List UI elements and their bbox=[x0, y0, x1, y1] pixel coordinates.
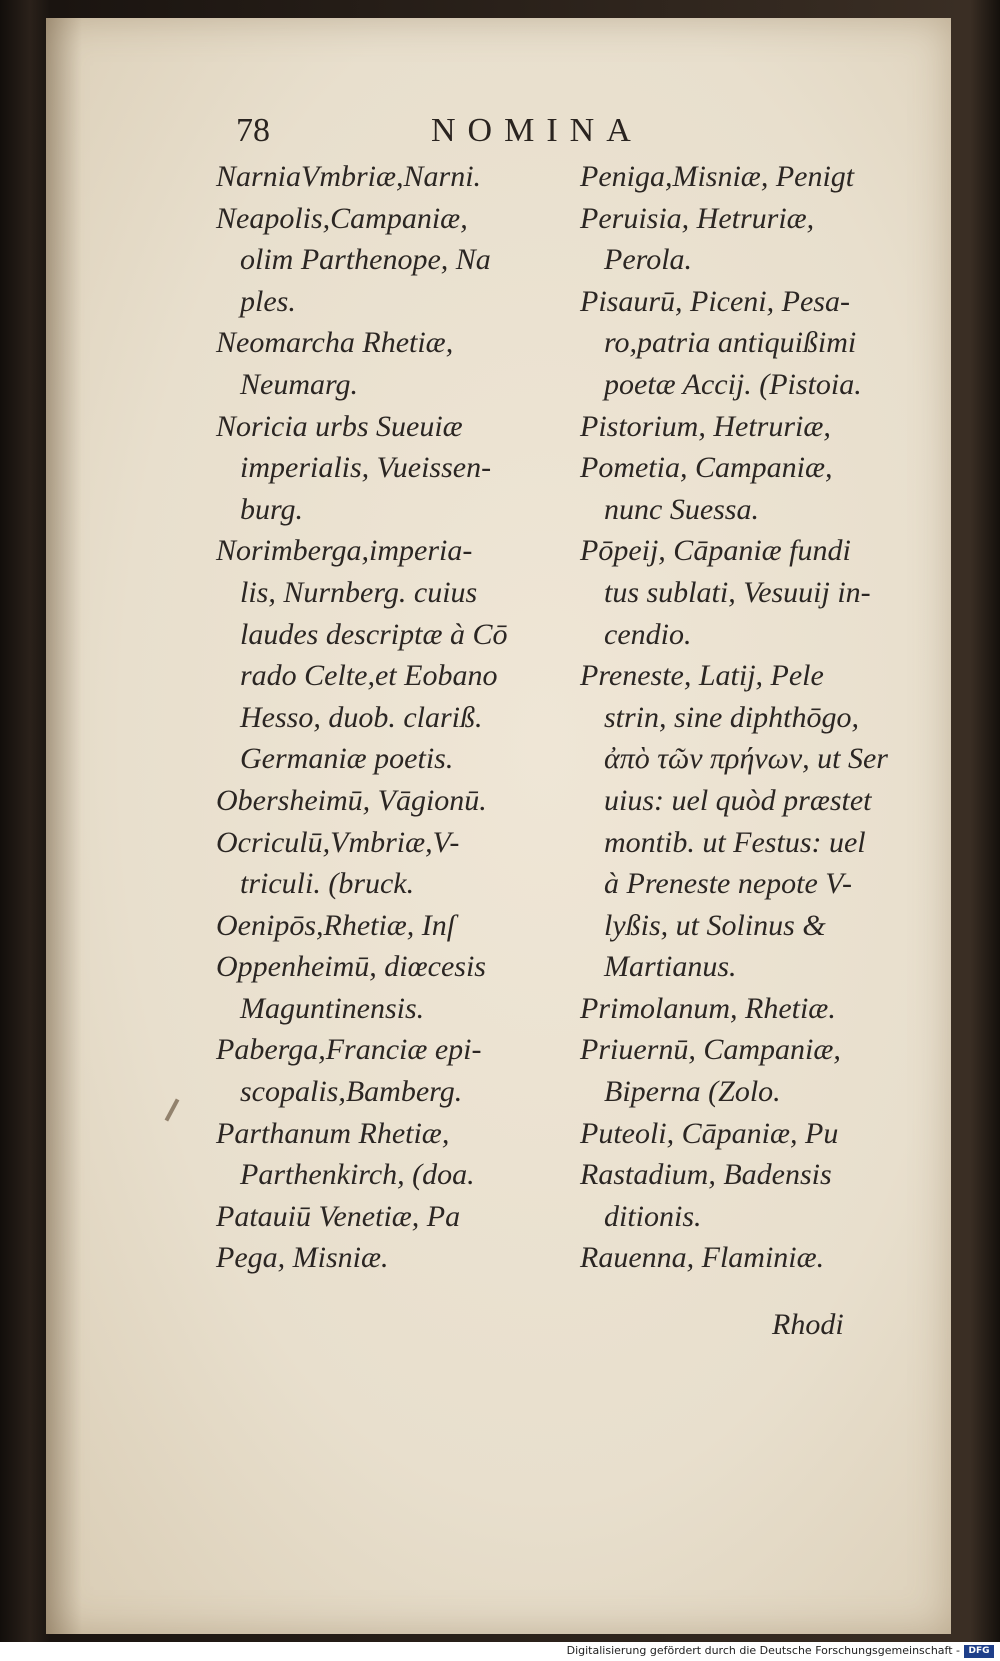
text-line: Martianus. bbox=[604, 950, 737, 984]
text-line: Rauenna, Flaminiæ. bbox=[580, 1241, 825, 1275]
text-line: poetæ Accij. (Pistoia. bbox=[604, 367, 862, 401]
text-line: olim Parthenope, Na bbox=[240, 243, 491, 277]
text-line: burg. bbox=[240, 492, 304, 526]
text-line: Primolanum, Rhetiæ. bbox=[580, 991, 836, 1025]
text-line: Parthenkirch, (doa. bbox=[240, 1158, 475, 1192]
page-number: 78 bbox=[236, 112, 270, 149]
text-line: lis, Nurnberg. cuius bbox=[240, 575, 478, 609]
text-line: Neumarg. bbox=[240, 367, 359, 401]
left-text-column bbox=[216, 156, 566, 1279]
text-line: ro,patria antiquißimi bbox=[604, 326, 857, 360]
text-line: Puteoli, Cāpaniæ, Pu bbox=[580, 1116, 839, 1150]
text-line: Peniga,Misniæ, Penigt bbox=[580, 160, 855, 193]
text-line: Hesso, duob. clariß. bbox=[240, 700, 483, 734]
text-line: Pisaurū, Piceni, Pesa- bbox=[580, 284, 850, 318]
text-line: ditionis. bbox=[604, 1199, 702, 1233]
digitization-footer bbox=[0, 1642, 1000, 1661]
text-line: NarniaVmbriæ,Narni. bbox=[216, 160, 482, 193]
text-line: tus sublati, Vesuuij in- bbox=[604, 575, 871, 609]
dfg-logo-icon: DFG bbox=[964, 1645, 994, 1658]
right-text-column bbox=[580, 156, 925, 1279]
text-line: scopalis,Bamberg. bbox=[240, 1075, 463, 1109]
text-line: Norimberga,imperia- bbox=[216, 534, 473, 568]
text-line: Biperna (Zolo. bbox=[604, 1075, 781, 1109]
text-line: Rastadium, Badensis bbox=[580, 1158, 832, 1192]
footer-credit: Digitalisierung gefördert durch die Deutsche Forschungsgemeinschaft - bbox=[566, 1644, 960, 1657]
text-line: Peruisia, Hetruriæ, bbox=[580, 201, 815, 235]
text-line: Pometia, Campaniæ, bbox=[580, 451, 833, 485]
text-line: laudes descriptæ à Cō bbox=[240, 617, 508, 651]
text-line: Preneste, Latij, Pele bbox=[580, 659, 824, 693]
text-line: uius: uel quòd præstet bbox=[604, 783, 872, 817]
catchword: Rhodi bbox=[772, 1308, 844, 1341]
text-line: Neapolis,Campaniæ, bbox=[216, 201, 468, 235]
text-line: Oenipōs,Rhetiæ, Inſ bbox=[216, 908, 456, 942]
text-line: Pistorium, Hetruriæ, bbox=[580, 409, 831, 443]
text-line: nunc Suessa. bbox=[604, 492, 759, 526]
text-line: Priuernū, Campaniæ, bbox=[580, 1033, 841, 1067]
text-line: Neomarcha Rhetiæ, bbox=[216, 326, 454, 360]
text-line: Oppenheimū, diœcesis bbox=[216, 950, 486, 984]
text-line: Pōpeij, Cāpaniæ fundi bbox=[580, 534, 851, 568]
text-line: Pega, Misniæ. bbox=[216, 1241, 389, 1275]
text-line: Germaniæ poetis. bbox=[240, 742, 454, 776]
text-line: Noricia urbs Sueuiæ bbox=[216, 409, 463, 443]
text-line: rado Celte,et Eobano bbox=[240, 659, 498, 693]
text-line: Ocriculū,Vmbriæ,V- bbox=[216, 825, 460, 859]
page-header bbox=[236, 100, 876, 158]
text-line: Patauiū Venetiæ, Pa bbox=[216, 1199, 461, 1233]
text-line: Maguntinensis. bbox=[240, 991, 425, 1025]
text-line: ἀπὸ τῶν πρήνων, ut Ser bbox=[604, 742, 888, 776]
text-line: lyßis, ut Solinus & bbox=[604, 908, 826, 942]
text-line: Paberga,Franciæ epi- bbox=[216, 1033, 482, 1067]
text-line: Parthanum Rhetiæ, bbox=[216, 1116, 450, 1150]
running-title: NOMINA bbox=[431, 112, 643, 149]
text-line: cendio. bbox=[604, 617, 692, 651]
text-line: strin, sine diphthōgo, bbox=[604, 700, 860, 734]
text-line: imperialis, Vueissen- bbox=[240, 451, 492, 485]
page-spine-shadow bbox=[46, 18, 82, 1634]
text-line: à Preneste nepote V- bbox=[604, 867, 852, 901]
text-line: montib. ut Festus: uel bbox=[604, 825, 866, 859]
text-line: triculi. (bruck. bbox=[240, 867, 415, 901]
text-line: Obersheimū, Vāgionū. bbox=[216, 783, 487, 817]
text-line: ples. bbox=[240, 284, 296, 318]
text-line: Perola. bbox=[604, 243, 693, 277]
